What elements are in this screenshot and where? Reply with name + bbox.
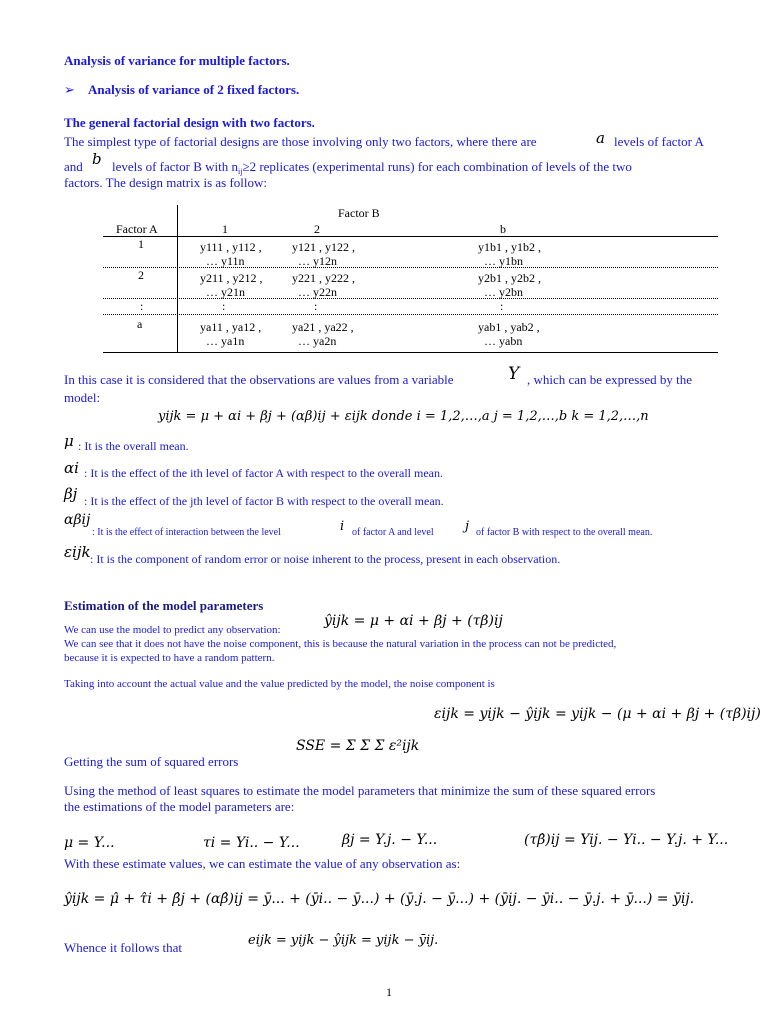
def-text: : It is the component of random error or noise inherent to the process, present in each observation.: [90, 552, 561, 566]
section2-text3: because it is expected to have a random pattern.: [64, 652, 275, 664]
symbol-b: b: [92, 150, 102, 168]
section1-and: and: [64, 159, 83, 174]
def-text: : It is the effect of interaction between the level: [92, 527, 281, 538]
section2-text2: We can see that it does not have the noise component, this is because the natural variation in the process can not be predicted,: [64, 638, 617, 650]
table-cell: y221 , y222 ,: [292, 271, 355, 285]
table-cell: ya11 , ya12 ,: [200, 320, 262, 334]
factor-b-label: Factor B: [338, 206, 380, 220]
model-text-line1b: , which can be expressed by the: [527, 372, 692, 387]
table-cell: :: [222, 299, 226, 313]
def-symbol-beta: βj: [64, 485, 78, 503]
def-text: of factor A and level: [352, 527, 434, 538]
def-symbol-mu: μ: [64, 432, 74, 450]
section2-text4: Taking into account the actual value and the value predicted by the model, the noise component is: [64, 678, 495, 690]
estimate-tau: τi = Yi.. − Y...: [203, 835, 300, 851]
row-level: a: [137, 317, 143, 331]
table-cell: … y21n: [206, 285, 245, 299]
estimate-beta: βj = Y.j. − Y...: [342, 832, 438, 848]
def-symbol-j: j: [465, 519, 470, 534]
section2-heading: Estimation of the model parameters: [64, 598, 264, 613]
table-cell: y2b1 , y2b2 ,: [478, 271, 541, 285]
table-cell: y111 , y112 ,: [200, 240, 262, 254]
estimate-text: With these estimate values, we can estimate the value of any observation as:: [64, 856, 461, 871]
table-cell: y211 , y212 ,: [200, 271, 263, 285]
least-squares-text1: Using the method of least squares to estimate the model parameters that minimize the sum of these squared errors: [64, 783, 656, 798]
table-row-divider: [103, 298, 718, 299]
page-number: 1: [386, 985, 392, 999]
least-squares-text2: the estimations of the model parameters are:: [64, 799, 295, 814]
bullet-arrow-icon: ➢: [64, 82, 75, 97]
noise-equation: εijk = yijk − ŷijk = yijk − (μ + αi + βj + (τβ)ij): [434, 706, 761, 722]
model-text-line2: model:: [64, 390, 101, 405]
table-vertical-line: [177, 205, 178, 353]
table-cell: yab1 , yab2 ,: [478, 320, 540, 334]
table-cell: ya21 , ya22 ,: [292, 320, 354, 334]
table-cell: … yabn: [484, 334, 523, 348]
table-cell: y1b1 , y1b2 ,: [478, 240, 541, 254]
model-equation: yijk = μ + αi + βj + (αβ)ij + εijk donde i = 1,2,…,a j = 1,2,…,b k = 1,2,…,n: [158, 409, 649, 424]
row-level: :: [140, 299, 144, 313]
table-cell: :: [314, 299, 318, 313]
table-cell: … y22n: [298, 285, 337, 299]
table-row-divider: [103, 314, 718, 315]
sse-text: Getting the sum of squared errors: [64, 754, 239, 769]
def-text: : It is the effect of the jth level of factor B with respect to the overall mean.: [84, 494, 444, 508]
full-estimate-equation: ŷijk = μ̂ + τ̂i + β̂j + (αβ̂)ij = ȳ... + (ȳi.. − ȳ...) + (ȳ.j. − ȳ...) + (ȳij. − ȳi.. − ȳ.j. + ȳ...) = ȳij.: [64, 891, 695, 907]
sse-equation: SSE = Σ Σ Σ ε²ijk: [296, 738, 420, 754]
col-header: 1: [222, 222, 228, 236]
col-header: 2: [314, 222, 320, 236]
table-cell: … ya2n: [298, 334, 337, 348]
def-text: : It is the overall mean.: [78, 439, 189, 453]
whence-text: Whence it follows that: [64, 940, 183, 955]
table-cell: … y1bn: [484, 254, 523, 268]
section1-text-line1: The simplest type of factorial designs are those involving only two factors, where there are: [64, 134, 537, 149]
table-cell: … y2bn: [484, 285, 523, 299]
def-text: : It is the effect of the ith level of factor A with respect to the overall mean.: [84, 466, 443, 480]
table-cell: … y12n: [298, 254, 337, 268]
def-text: of factor B with respect to the overall mean.: [476, 527, 653, 538]
table-cell: … y11n: [206, 254, 245, 268]
section2-text1: We can use the model to predict any observation:: [64, 624, 281, 636]
def-symbol-epsilon: εijk: [64, 543, 91, 561]
bullet-heading: Analysis of variance of 2 fixed factors.: [88, 82, 300, 97]
estimate-mu: μ = Y...: [64, 835, 115, 851]
model-text-line1: In this case it is considered that the observations are values from a variable: [64, 372, 454, 387]
page-title: Analysis of variance for multiple factors.: [64, 53, 290, 68]
residual-equation: eijk = yijk − ŷijk = yijk − ȳij.: [248, 933, 439, 948]
table-bottom-line: [103, 352, 718, 353]
def-symbol-alpha: αi: [64, 459, 79, 477]
symbol-Y: Y: [508, 364, 520, 384]
section1-text-line1b: levels of factor A: [614, 134, 704, 149]
row-level: 2: [138, 268, 144, 282]
def-symbol-i: i: [340, 519, 345, 534]
factor-a-label: Factor A: [116, 222, 158, 236]
estimate-interaction: (τβ̂)ij = Yij. − Yi.. − Y.j. + Y...: [524, 832, 729, 848]
prediction-equation: ŷijk = μ + αi + βj + (τβ)ij: [324, 613, 503, 629]
table-cell: y121 , y122 ,: [292, 240, 355, 254]
section1-text-line3: factors. The design matrix is as follow:: [64, 175, 268, 190]
table-header-line: [103, 236, 718, 237]
col-header: b: [500, 222, 506, 236]
table-row-divider: [103, 267, 718, 268]
section1-text-line2: levels of factor B with $n_{ij}\ge 2$ replicates (experimental runs) for each combination of levels of the two: [112, 159, 632, 176]
table-cell: :: [500, 299, 504, 313]
section1-heading: The general factorial design with two factors.: [64, 115, 315, 130]
symbol-a: a: [596, 129, 605, 147]
table-cell: … ya1n: [206, 334, 245, 348]
row-level: 1: [138, 237, 144, 251]
def-symbol-alphabeta: αβij: [64, 512, 91, 528]
